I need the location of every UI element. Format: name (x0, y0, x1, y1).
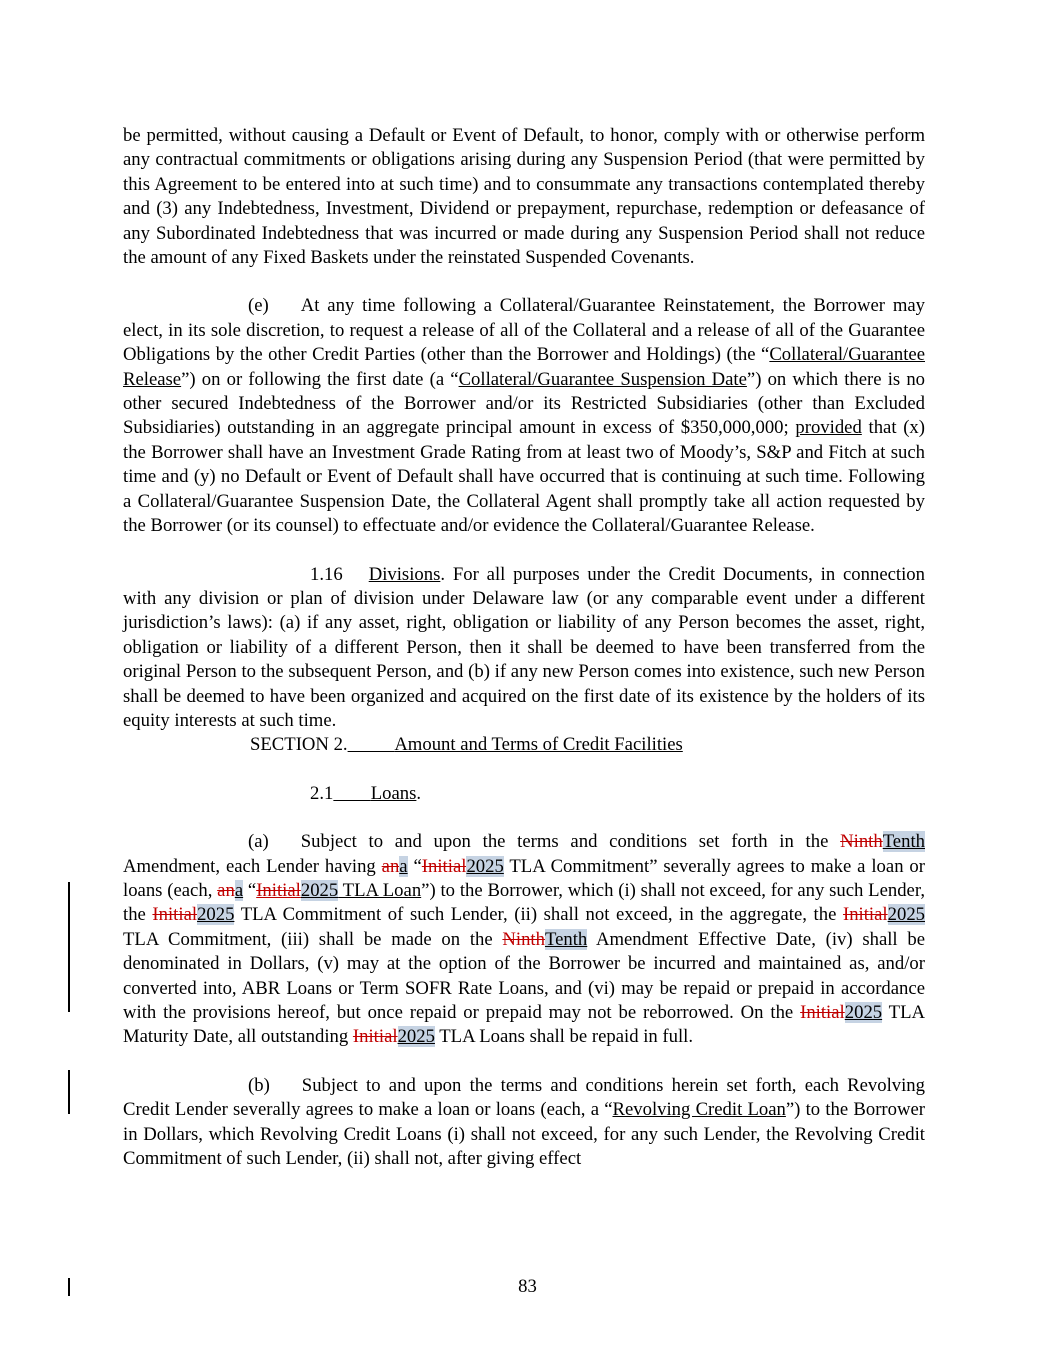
deleted-text: Initial (256, 879, 301, 901)
deleted-text: Initial (842, 904, 888, 926)
text-run: SECTION 2. (250, 734, 348, 756)
change-bar (68, 1070, 70, 1114)
text-run: . For all purposes under the Credit Documents, in connection with any division or plan of division under Delaware law (or any comparable event under a different jurisdiction’s laws): (a) if any asset, right, obligation or liability of any Person becomes the asset, right, obligation or liability of a different Person, then it shall be deemed to have been transferred from the original Person to the subsequent Person, and (b) if any new Person comes into existence, such new Person shall be deemed to have been organized and acquired on the first date of its existence by the holders of its equity interests at such time. (123, 563, 925, 731)
text-run: 1.16 (310, 563, 343, 585)
underlined-text: Amount and Terms of Credit Facilities (394, 734, 683, 756)
inserted-text: 2025 (844, 1002, 883, 1023)
inserted-text: Tenth (544, 928, 588, 950)
underlined-text: Loans (370, 782, 417, 804)
inserted-text: 2025 (300, 879, 339, 901)
deleted-text: Initial (800, 1002, 845, 1023)
text-run: (a) (248, 831, 269, 853)
deleted-text: an (381, 855, 400, 877)
text-run: (b) (248, 1074, 270, 1096)
text-run: that (x) the Borrower shall have an Investment Grade Rating from at least two of Moody’s, S&P and Fitch at such time and (y) no Default or Event of Default shall have occurred that is continuing at such time. Following a Collateral/Guarantee Suspension Date, the Collateral Agent shall promptly take all action requested by the Borrower (or its counsel) to effectuate and/or evidence the Collateral/Guarantee Release. (123, 417, 926, 537)
inserted-text: Tenth (882, 831, 925, 853)
paragraph (123, 294, 925, 538)
paragraph (123, 830, 925, 1050)
underlined-text: provided (795, 417, 862, 439)
text-run: At any time following a Collateral/Guarantee Reinstatement, the Borrower may elect, in its sole discretion, to request a release of all of the Collateral and a release of all of the Guarantee Obligations by the other Credit Parties (other than the Borrower and Holdings) (the “ (123, 295, 925, 366)
text-run: ”) to the Borrower in Dollars, which Revolving Credit Loans (i) shall not exceed, for any such Lender, the Revolving Credit Commitment of such Lender, (ii) shall not, after giving effect (123, 1099, 926, 1170)
underlined-text: Collateral/Guarantee Release (123, 344, 925, 390)
text-run: TLA Maturity Date, all outstanding (123, 1002, 925, 1048)
text-run: TLA Commitment of such Lender, (ii) shall not exceed, in the aggregate, the (234, 904, 843, 926)
text-run: . (416, 782, 422, 804)
paragraph (123, 124, 925, 270)
text-run: Amendment Effective Date, (iv) shall be denominated in Dollars, (v) may at the option of the Borrower be incurred and maintained as, and/or converted into, ABR Loans or Term SOFR Rate Loans, and (vi) may be repaid or prepaid in accordance with the provisions hereof, but once repaid or prepaid may not be reborrowed. On the (123, 928, 925, 1023)
document-body (123, 124, 925, 1195)
paragraph (123, 1074, 925, 1172)
deleted-text: Initial (152, 904, 198, 926)
text-run: 2.1 (310, 782, 334, 804)
deleted-text: Initial (421, 855, 467, 877)
deleted-text: Ninth (840, 831, 883, 853)
inserted-text: a (234, 879, 244, 901)
deleted-text: Initial (352, 1026, 398, 1048)
text-run: ”) to the Borrower, which (i) shall not exceed, for any such Lender, the (123, 879, 926, 926)
paragraph (123, 563, 925, 734)
text-run: Amendment, each Lender having (123, 855, 382, 877)
text-run: TLA Loans shall be repaid in full. (434, 1026, 694, 1048)
text-run: Subject to and upon the terms and conditions herein set forth, each Revolving Credit Lender severally agrees to make a loan or loans (each, a “ (123, 1074, 925, 1121)
paragraph (123, 733, 925, 757)
text-run: ”) on which there is no other secured Indebtedness of the Borrower and/or its Restricted Subsidiaries (other than Excluded Subsidiaries) outstanding in an aggregate principal amount in excess of $350,000,000; (123, 368, 926, 439)
deleted-text: an (217, 879, 235, 901)
inserted-text: 2025 (466, 855, 504, 877)
underlined-text (333, 783, 370, 804)
underlined-text: Collateral/Guarantee Suspension Date (458, 368, 747, 390)
text-run: TLA Commitment” severally agrees to make a loan or loans (each, (123, 855, 926, 901)
inserted-text: a (399, 855, 408, 877)
text-run: Subject to and upon the terms and conditions set forth in the (300, 831, 841, 853)
inserted-text: 2025 (397, 1026, 435, 1048)
deleted-text: Ninth (502, 928, 545, 950)
underlined-text: TLA Loan (338, 879, 422, 901)
inserted-text: 2025 (887, 904, 925, 926)
paragraph (123, 782, 925, 806)
text-run: (e) (248, 295, 269, 317)
underlined-text: Revolving Credit Loan (612, 1099, 786, 1121)
text-run: TLA Commitment, (iii) shall be made on the (123, 928, 503, 950)
text-run: “ (243, 879, 257, 901)
inserted-text: 2025 (197, 904, 235, 926)
text-run: “ (407, 855, 422, 877)
page-number: 83 (518, 1276, 537, 1297)
underlined-text: Divisions (368, 563, 441, 585)
change-bar (68, 882, 70, 1012)
text-run: ”) on or following the first date (a “ (181, 368, 459, 390)
underlined-text (348, 734, 395, 755)
text-run: be permitted, without causing a Default or Event of Default, to honor, comply with or otherwise perform any contractual commitments or obligations arising during any Suspension Period (that were permitted by this Agreement to be entered into at such time) and to consummate any transactions contemplated thereby and (3) any Indebtedness, Investment, Dividend or prepayment, repurchase, redemption or defeasance of any Subordinated Indebtedness that was incurred or made during any Suspension Period shall not reduce the amount of any Fixed Baskets under the reinstated Suspended Covenants. (123, 125, 925, 269)
